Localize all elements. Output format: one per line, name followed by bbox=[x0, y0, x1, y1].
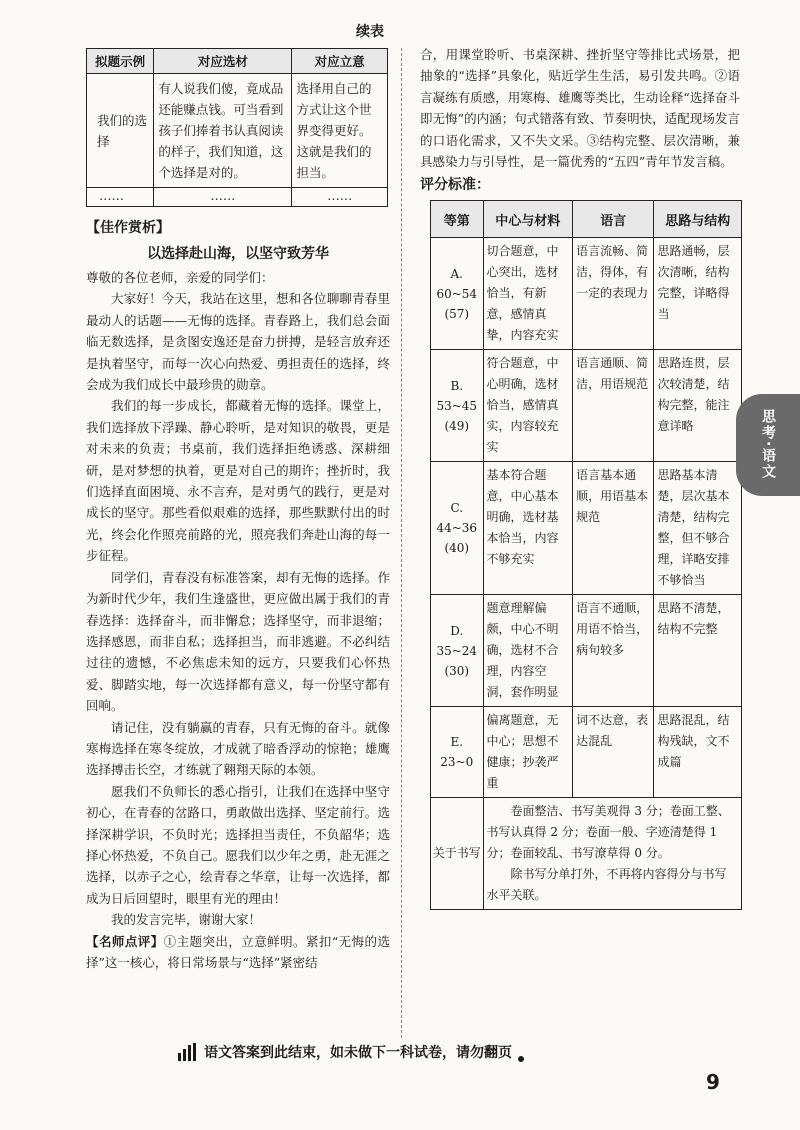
grade-row bbox=[431, 350, 742, 462]
grade-language-cell: 词不达意，表达混乱 bbox=[573, 707, 654, 798]
grade-language-cell: 语言不通顺，用语不恰当，病句较多 bbox=[573, 595, 654, 707]
essay-paragraph: 我的发言完毕，谢谢大家！ bbox=[111, 912, 262, 928]
dots-cell: …… bbox=[292, 188, 388, 207]
grade-row bbox=[431, 707, 742, 798]
topic-material-cell: 有人说我们傻，竟成品还能赚点钱。可当看到孩子们捧着书认真阅读的样子，我们知道，这个选择是对的。 bbox=[154, 74, 292, 188]
about-writing-text bbox=[483, 798, 741, 910]
grade-level-cell bbox=[431, 350, 484, 462]
grade-level: A. 60~54 bbox=[436, 266, 478, 301]
grading-table bbox=[430, 200, 742, 910]
grade-level-cell bbox=[431, 595, 484, 707]
grade-row bbox=[431, 462, 742, 595]
grade-language-cell: 语言通顺、简洁，用语规范 bbox=[573, 350, 654, 462]
column-divider bbox=[401, 48, 402, 1038]
page-number: 9 bbox=[706, 1070, 720, 1094]
essay-paragraph: 大家好！今天，我站在这里，想和各位聊聊青春里最动人的话题——无悔的选择。青春路上，我们总会面临无数选择，是贪图安逸还是奋力拼搏，是轻言放弃还是执着坚守，而每一次心向热爱、勇担责任的选择，终会成为我们成长中最珍贵的勋章。 bbox=[86, 291, 390, 393]
footer-notice bbox=[178, 1038, 648, 1066]
grade-score: (49) bbox=[444, 418, 470, 433]
essay-body bbox=[86, 267, 390, 931]
essay-paragraph: 请记住，没有躺赢的青春，只有无悔的奋斗。就像寒梅选择在寒冬绽放，才成就了暗香浮动的惊艳；雄鹰选择搏击长空，才练就了翱翔天际的本领。 bbox=[86, 719, 390, 778]
grade-language-cell: 语言流畅、简洁，得体，有一定的表现力 bbox=[573, 238, 654, 350]
grade-header-content: 中心与材料 bbox=[483, 201, 573, 238]
score-label: 评分标准： bbox=[420, 177, 490, 194]
about-writing-label: 关于书写 bbox=[431, 798, 484, 910]
grade-score: (40) bbox=[444, 541, 470, 556]
grade-content-cell: 切合题意，中心突出，选材恰当，有新意，感情真挚，内容充实 bbox=[483, 238, 573, 350]
left-column bbox=[86, 20, 390, 973]
topic-table bbox=[86, 48, 388, 207]
grade-level: E. 23~0 bbox=[440, 735, 474, 770]
topic-header-idea: 对应立意 bbox=[292, 49, 388, 74]
comment-text: ①主题突出，立意鲜明。紧扣“无悔的选择”这一核心，将日常场景与“选择”紧密结 bbox=[86, 933, 390, 970]
continued-label: 续表 bbox=[356, 24, 384, 40]
essay-paragraph: 同学们，青春没有标准答案，却有无悔的选择。作为新时代少年，我们生逢盛世，更应做出属于我们的青春选择：选择奋斗，而非懈怠；选择坚守，而非退缩；选择感恩，而非自私；选择担当，而非逃避。不必纠结过往的遗憾，不必焦虑未知的远方，只要我们心怀热爱、脚踏实地，每一次选择都有意义，每一份坚守都有回响。 bbox=[86, 569, 390, 714]
footer-notice-text: 语文答案到此结束，如未做下一科试卷，请勿翻页 bbox=[204, 1045, 512, 1061]
grade-structure-cell: 思路不清楚，结构不完整 bbox=[654, 595, 742, 707]
side-tab: 思考·语文 bbox=[736, 394, 800, 496]
grade-level: D. 35~24 bbox=[436, 623, 478, 658]
grade-language-cell: 语言基本通顺，用语基本规范 bbox=[573, 462, 654, 595]
grade-level: B. 53~45 bbox=[436, 378, 478, 413]
grade-row bbox=[431, 238, 742, 350]
dots-cell: …… bbox=[154, 188, 292, 207]
grade-score: (30) bbox=[444, 663, 470, 678]
grade-level-cell bbox=[431, 707, 484, 798]
grade-header-language: 语言 bbox=[573, 201, 654, 238]
grade-level: C. 44~36 bbox=[436, 501, 478, 536]
about-writing-note: 除书写分单打外，不再将内容得分与书写水平关联。 bbox=[486, 867, 727, 903]
grade-structure-cell: 思路基本清楚，层次基本清楚，结构完整，但不够合理，详略安排不够恰当 bbox=[654, 462, 742, 595]
grade-content-cell: 偏离题意，无中心；思想不健康；抄袭严重 bbox=[483, 707, 573, 798]
right-column bbox=[420, 44, 740, 910]
grade-level-cell bbox=[431, 462, 484, 595]
essay-salutation: 尊敬的各位老师，亲爱的同学们： bbox=[86, 270, 274, 285]
grade-content-cell: 符合题意，中心明确，选材恰当，感情真实，内容较充实 bbox=[483, 350, 573, 462]
topic-idea-cell: 选择用自己的方式让这个世界变得更好。这就是我们的担当。 bbox=[292, 74, 388, 188]
bullet-icon bbox=[518, 1056, 524, 1062]
grade-about-row bbox=[431, 798, 742, 910]
essay-title: 以选择赴山海，以坚守致芳华 bbox=[147, 246, 329, 262]
grade-content-cell: 题意理解偏颇，中心不明确，选材不合理，内容空洞，套作明显 bbox=[483, 595, 573, 707]
grade-header-level: 等第 bbox=[431, 201, 484, 238]
topic-header-example: 拟题示例 bbox=[87, 49, 154, 74]
grade-content-cell: 基本符合题意，中心基本明确，选材基本恰当，内容不够充实 bbox=[483, 462, 573, 595]
grade-row bbox=[431, 595, 742, 707]
topic-header-material: 对应选材 bbox=[154, 49, 292, 74]
topic-dots-row bbox=[87, 188, 388, 207]
grade-structure-cell: 思路混乱，结构残缺，文不成篇 bbox=[654, 707, 742, 798]
essay-paragraph: 我们的每一步成长，都藏着无悔的选择。课堂上，我们选择放下浮躁、静心聆听，是对知识的敬畏，更是对未来的负责；书桌前，我们选择拒绝诱惑、深耕细研，是对梦想的执着，更是对自己的期许；挫折时，我们选择直面困境、永不言弃，是对勇气的践行，更是对成长的坚守。那些看似艰难的选择，那些默默付出的时光，终会化作照亮前路的光，照亮我们奔赴山海的每一步征程。 bbox=[86, 398, 390, 564]
grade-level-cell bbox=[431, 238, 484, 350]
comment-continued: 合，用课堂聆听、书桌深耕、挫折坚守等排比式场景，把抽象的“选择”具象化，贴近学生生活，易引发共鸣。②语言凝练有质感，用寒梅、雄鹰等类比，生动诠释“选择奋斗即无悔”的内涵；句式错落有致、节奏明快，适配现场发言的口语化需求，又不失文采。③结构完整、层次清晰，兼具感染力与引导性，是一篇优秀的“五四”青年节发言稿。 bbox=[420, 47, 740, 170]
barcode-icon bbox=[178, 1043, 198, 1061]
about-writing-rule: 卷面整洁、书写美观得 3 分；卷面工整、书写认真得 2 分；卷面一般、字迹清楚得 1 分；卷面较乱、书写潦草得 0 分。 bbox=[486, 804, 730, 861]
grade-structure-cell: 思路通畅，层次清晰，结构完整，详略得当 bbox=[654, 238, 742, 350]
teacher-comment bbox=[86, 931, 390, 974]
grade-structure-cell: 思路连贯，层次较清楚，结构完整，能注意详略 bbox=[654, 350, 742, 462]
dots-cell: …… bbox=[87, 188, 154, 207]
essay-paragraph: 愿我们不负师长的悉心指引，让我们在选择中坚守初心，在青春的岔路口，勇敢做出选择、坚定前行。选择深耕学识，不负时光；选择担当责任，不负韶华；选择心怀热爱，不负自己。愿我们以少年之勇，赴无涯之选择，以赤子之心，绘青春之华章，让每一次选择，都成为日后回望时，眼里有光的理由！ bbox=[86, 783, 390, 906]
grade-header-structure: 思路与结构 bbox=[654, 201, 742, 238]
grade-score: (57) bbox=[444, 306, 470, 321]
comment-tag: 【名师点评】 bbox=[86, 933, 164, 949]
section-label: 【佳作赏析】 bbox=[86, 220, 170, 236]
topic-row bbox=[87, 74, 388, 188]
topic-example-cell: 我们的选择 bbox=[87, 74, 154, 188]
